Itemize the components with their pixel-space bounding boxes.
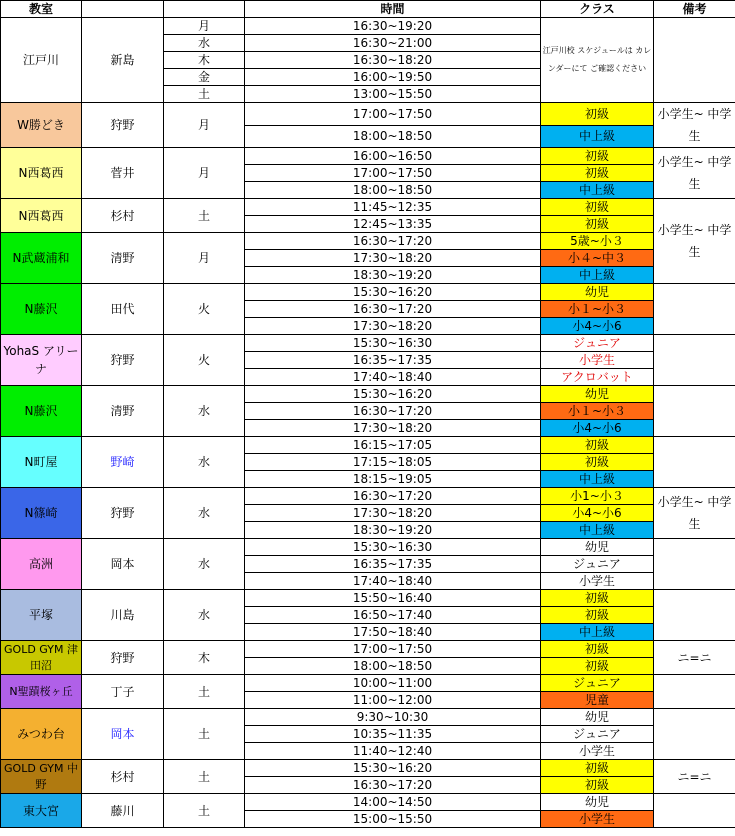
- time-cell: 10:00~11:00: [245, 675, 541, 692]
- teacher-cell: 狩野: [82, 641, 164, 675]
- teacher-cell: 岡本: [82, 539, 164, 590]
- class-cell: 初級: [541, 103, 654, 126]
- time-cell: 9:30~10:30: [245, 709, 541, 726]
- note-cell: ニ=ニ: [654, 641, 735, 675]
- time-cell: 16:35~17:35: [245, 556, 541, 573]
- table-row: [1, 794, 735, 811]
- time-cell: 16:30~17:20: [245, 301, 541, 318]
- teacher-cell: 狩野: [82, 488, 164, 539]
- class-cell: 初級: [541, 148, 654, 165]
- class-cell: 初級: [541, 590, 654, 607]
- class-cell: 初級: [541, 437, 654, 454]
- day-cell: 水: [164, 35, 245, 52]
- table-row: [1, 539, 735, 556]
- time-cell: 10:35~11:35: [245, 726, 541, 743]
- header-school: 教室: [1, 1, 82, 18]
- school-cell: みつわ台: [1, 709, 82, 760]
- time-cell: 11:00~12:00: [245, 692, 541, 709]
- teacher-cell: 杉村: [82, 199, 164, 233]
- note-cell: [654, 437, 735, 488]
- note-cell: 小学生~ 中学生: [654, 199, 735, 284]
- class-cell: アクロバット: [541, 369, 654, 386]
- class-cell: 5歳~小３: [541, 233, 654, 250]
- note-cell: [654, 539, 735, 590]
- header-note: 備考: [654, 1, 735, 18]
- class-cell: 初級: [541, 777, 654, 794]
- teacher-cell: 田代: [82, 284, 164, 335]
- class-cell: 幼児: [541, 284, 654, 301]
- table-row: [1, 641, 735, 658]
- time-cell: 14:00~14:50: [245, 794, 541, 811]
- school-cell: N藤沢: [1, 284, 82, 335]
- table-row: [1, 335, 735, 352]
- time-cell: 16:00~19:50: [245, 69, 541, 86]
- time-cell: 15:30~16:20: [245, 284, 541, 301]
- class-cell: ジュニア: [541, 726, 654, 743]
- table-row: [1, 199, 735, 216]
- time-cell: 17:00~17:50: [245, 103, 541, 126]
- time-cell: 17:40~18:40: [245, 573, 541, 590]
- teacher-cell: 菅井: [82, 148, 164, 199]
- class-cell: 幼児: [541, 794, 654, 811]
- time-cell: 15:30~16:30: [245, 335, 541, 352]
- day-cell: 水: [164, 437, 245, 488]
- day-cell: 土: [164, 794, 245, 828]
- time-cell: 17:50~18:40: [245, 624, 541, 641]
- time-cell: 18:00~18:50: [245, 658, 541, 675]
- school-cell: 高洲: [1, 539, 82, 590]
- time-cell: 16:30~17:20: [245, 233, 541, 250]
- day-cell: 土: [164, 675, 245, 709]
- class-cell: 小4~小6: [541, 420, 654, 437]
- class-cell: 幼児: [541, 386, 654, 403]
- time-cell: 18:30~19:20: [245, 522, 541, 539]
- header-day: [164, 1, 245, 18]
- school-cell: 東大宮: [1, 794, 82, 828]
- class-cell: 初級: [541, 165, 654, 182]
- time-cell: 18:00~18:50: [245, 182, 541, 199]
- time-cell: 13:00~15:50: [245, 86, 541, 103]
- note-cell: [654, 18, 735, 103]
- time-cell: 17:30~18:20: [245, 505, 541, 522]
- table-row: [1, 18, 735, 35]
- note-cell: [654, 675, 735, 709]
- class-cell: ジュニア: [541, 335, 654, 352]
- time-cell: 16:30~19:20: [245, 18, 541, 35]
- table-row: [1, 148, 735, 165]
- teacher-cell: 狩野: [82, 335, 164, 386]
- table-row: [1, 103, 735, 126]
- school-cell: N聖蹟桜ヶ丘: [1, 675, 82, 709]
- class-cell: 小学生: [541, 573, 654, 590]
- time-cell: 15:30~16:30: [245, 539, 541, 556]
- header-time: 時間: [245, 1, 541, 18]
- note-cell: [654, 794, 735, 828]
- time-cell: 15:30~16:20: [245, 760, 541, 777]
- teacher-cell: 清野: [82, 233, 164, 284]
- time-cell: 12:45~13:35: [245, 216, 541, 233]
- day-cell: 火: [164, 335, 245, 386]
- time-cell: 18:30~19:20: [245, 267, 541, 284]
- time-cell: 11:40~12:40: [245, 743, 541, 760]
- class-cell: 初級: [541, 760, 654, 777]
- teacher-cell: 丁子: [82, 675, 164, 709]
- teacher-cell: 狩野: [82, 103, 164, 148]
- header-teacher: [82, 1, 164, 18]
- class-cell: 小学生: [541, 352, 654, 369]
- table-row: [1, 709, 735, 726]
- school-cell: W勝どき: [1, 103, 82, 148]
- day-cell: 水: [164, 488, 245, 539]
- school-cell: N町屋: [1, 437, 82, 488]
- class-cell: 中上級: [541, 624, 654, 641]
- day-cell: 土: [164, 199, 245, 233]
- day-cell: 月: [164, 148, 245, 199]
- table-row: [1, 590, 735, 607]
- time-cell: 17:15~18:05: [245, 454, 541, 471]
- school-cell: 江戸川: [1, 18, 82, 103]
- school-cell: GOLD GYM 津田沼: [1, 641, 82, 675]
- class-cell: 中上級: [541, 267, 654, 284]
- class-cell: ジュニア: [541, 675, 654, 692]
- teacher-cell: 野崎: [82, 437, 164, 488]
- table-row: [1, 760, 735, 777]
- time-cell: 17:00~17:50: [245, 641, 541, 658]
- note-cell: [654, 590, 735, 641]
- time-cell: 17:00~17:50: [245, 165, 541, 182]
- school-cell: N西葛西: [1, 199, 82, 233]
- class-cell: 小1~小３: [541, 488, 654, 505]
- header-class: クラス: [541, 1, 654, 18]
- time-cell: 16:30~17:20: [245, 777, 541, 794]
- day-cell: 火: [164, 284, 245, 335]
- day-cell: 月: [164, 103, 245, 148]
- table-row: [1, 284, 735, 301]
- day-cell: 土: [164, 86, 245, 103]
- time-cell: 18:15~19:05: [245, 471, 541, 488]
- day-cell: 土: [164, 709, 245, 760]
- class-cell: 初級: [541, 199, 654, 216]
- teacher-cell: 杉村: [82, 760, 164, 794]
- school-cell: YohaS アリーナ: [1, 335, 82, 386]
- school-cell: 平塚: [1, 590, 82, 641]
- note-cell: [654, 335, 735, 386]
- note-cell: 小学生~ 中学生: [654, 148, 735, 199]
- teacher-cell: 清野: [82, 386, 164, 437]
- time-cell: 16:30~21:00: [245, 35, 541, 52]
- time-cell: 15:00~15:50: [245, 811, 541, 828]
- class-cell: 中上級: [541, 182, 654, 199]
- time-cell: 18:00~18:50: [245, 125, 541, 148]
- time-cell: 16:15~17:05: [245, 437, 541, 454]
- day-cell: 水: [164, 386, 245, 437]
- class-cell: 中上級: [541, 522, 654, 539]
- calendar-note: 江戸川校 スケジュールは カレンダーにて ご確認ください: [541, 18, 654, 103]
- day-cell: 水: [164, 539, 245, 590]
- note-cell: ニ=ニ: [654, 760, 735, 794]
- class-cell: 初級: [541, 641, 654, 658]
- day-cell: 水: [164, 590, 245, 641]
- school-cell: N藤沢: [1, 386, 82, 437]
- school-cell: N篠崎: [1, 488, 82, 539]
- table-row: [1, 386, 735, 403]
- class-cell: 中上級: [541, 471, 654, 488]
- note-cell: [654, 386, 735, 437]
- table-row: [1, 437, 735, 454]
- class-cell: 小4~小6: [541, 318, 654, 335]
- class-cell: 小４~中３: [541, 250, 654, 267]
- time-cell: 16:50~17:40: [245, 607, 541, 624]
- day-cell: 土: [164, 760, 245, 794]
- school-cell: N武蔵浦和: [1, 233, 82, 284]
- class-cell: 小4~小6: [541, 505, 654, 522]
- class-cell: 小学生: [541, 743, 654, 760]
- day-cell: 木: [164, 52, 245, 69]
- day-cell: 月: [164, 18, 245, 35]
- class-cell: ジュニア: [541, 556, 654, 573]
- time-cell: 11:45~12:35: [245, 199, 541, 216]
- teacher-cell: 藤川: [82, 794, 164, 828]
- time-cell: 17:30~18:20: [245, 250, 541, 267]
- note-cell: [654, 709, 735, 760]
- header-row: [1, 1, 735, 18]
- table-row: [1, 488, 735, 505]
- teacher-cell: 川島: [82, 590, 164, 641]
- class-cell: 中上級: [541, 125, 654, 148]
- day-cell: 金: [164, 69, 245, 86]
- time-cell: 17:30~18:20: [245, 318, 541, 335]
- time-cell: 16:30~17:20: [245, 403, 541, 420]
- class-cell: 幼児: [541, 539, 654, 556]
- note-cell: [654, 284, 735, 335]
- time-cell: 16:30~17:20: [245, 488, 541, 505]
- teacher-cell: 新島: [82, 18, 164, 103]
- class-cell: 初級: [541, 216, 654, 233]
- time-cell: 16:30~18:20: [245, 52, 541, 69]
- school-cell: GOLD GYM 中野: [1, 760, 82, 794]
- time-cell: 16:35~17:35: [245, 352, 541, 369]
- time-cell: 16:00~16:50: [245, 148, 541, 165]
- school-cell: N西葛西: [1, 148, 82, 199]
- time-cell: 17:30~18:20: [245, 420, 541, 437]
- day-cell: 木: [164, 641, 245, 675]
- class-cell: 小１~小３: [541, 403, 654, 420]
- table-row: [1, 233, 735, 250]
- time-cell: 17:40~18:40: [245, 369, 541, 386]
- note-cell: 小学生~ 中学生: [654, 103, 735, 148]
- teacher-cell: 岡本: [82, 709, 164, 760]
- day-cell: 月: [164, 233, 245, 284]
- class-cell: 小学生: [541, 811, 654, 828]
- note-cell: 小学生~ 中学生: [654, 488, 735, 539]
- class-cell: 初級: [541, 607, 654, 624]
- class-cell: 初級: [541, 658, 654, 675]
- class-cell: 初級: [541, 454, 654, 471]
- time-cell: 15:50~16:40: [245, 590, 541, 607]
- class-cell: 幼児: [541, 709, 654, 726]
- time-cell: 15:30~16:20: [245, 386, 541, 403]
- class-cell: 小１~小３: [541, 301, 654, 318]
- class-cell: 児童: [541, 692, 654, 709]
- table-row: [1, 675, 735, 692]
